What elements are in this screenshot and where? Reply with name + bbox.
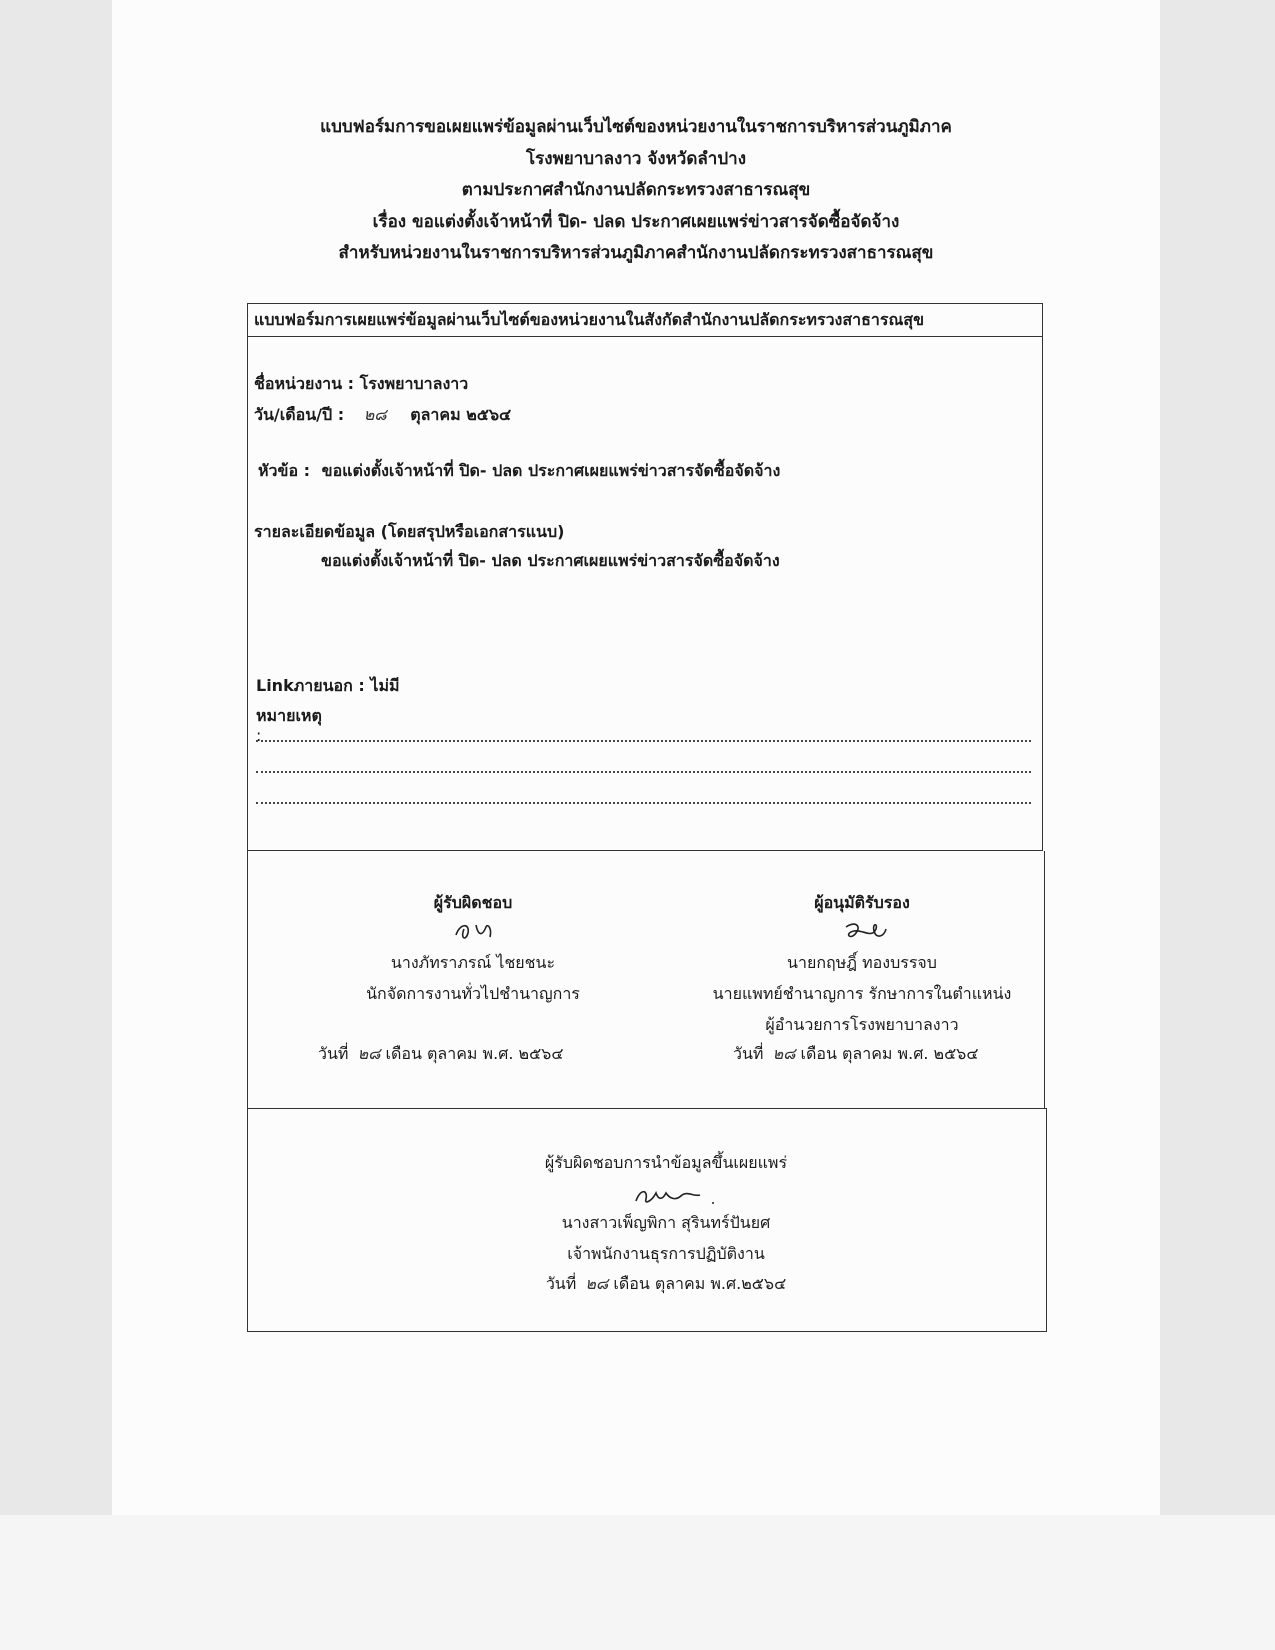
topic-value: ขอแต่งตั้งเจ้าหน้าที่ ปิด- ปลด ประกาศเผยแพร่ข่าวสารจัดซื้อจัดจ้าง <box>321 461 781 480</box>
remark-dotted-line-3 <box>256 800 1031 804</box>
publisher-date: วันที่ ๒๘ เดือน ตุลาคม พ.ศ.๒๕๖๔ <box>545 1274 787 1293</box>
document-page <box>112 0 1160 1515</box>
publisher-heading: ผู้รับผิดชอบการนำข้อมูลขึ้นเผยแพร่ <box>544 1153 788 1172</box>
header-line-4: เรื่อง ขอแต่งตั้งเจ้าหน้าที่ ปิด- ปลด ประกาศเผยแพร่ข่าวสารจัดซื้อจัดจ้าง <box>372 211 900 232</box>
form-info-box <box>247 303 1043 851</box>
header-line-1: แบบฟอร์มการขอเผยแพร่ข้อมูลผ่านเว็บไซต์ของหน่วยงานในราชการบริหารส่วนภูมิภาค <box>320 117 952 137</box>
approver-name: นายกฤษฎิ์ ทองบรรจบ <box>787 953 937 972</box>
topic-label: หัวข้อ : <box>258 461 311 480</box>
signature-box <box>247 851 1045 1109</box>
scan-margin-right <box>1160 0 1275 1515</box>
header-line-2: โรงพยาบาลงาว จังหวัดลำปาง <box>526 148 746 169</box>
header-line-5: สำหรับหน่วยงานในราชการบริหารส่วนภูมิภาคสำนักงานปลัดกระทรวงสาธารณสุข <box>338 243 934 263</box>
remark-dotted-line-2 <box>256 769 1031 773</box>
responsible-heading: ผู้รับผิดชอบ <box>433 893 513 912</box>
approver-position-2: ผู้อำนวยการโรงพยาบาลงาว <box>765 1015 959 1034</box>
form-title: แบบฟอร์มการเผยแพร่ข้อมูลผ่านเว็บไซต์ของหน่วยงานในสังกัดสำนักงานปลัดกระทรวงสาธารณสุข <box>248 304 1042 337</box>
remark-colon: : <box>256 726 262 745</box>
date-month-year: ตุลาคม ๒๕๖๔ <box>410 405 512 424</box>
publisher-box <box>247 1108 1047 1332</box>
publisher-date-day-handwritten: ๒๘ <box>585 1274 609 1293</box>
agency-value: โรงพยาบาลงาว <box>359 374 469 393</box>
details-label: รายละเอียดข้อมูล (โดยสรุปหรือเอกสารแนบ) <box>254 522 565 541</box>
document-header <box>112 112 1160 270</box>
scan-margin-left <box>0 0 112 1515</box>
agency-label: ชื่อหน่วยงาน : <box>254 374 360 393</box>
date-label: วัน/เดือน/ปี : <box>254 405 345 424</box>
approver-date-day-handwritten: ๒๘ <box>772 1044 796 1063</box>
responsible-signature <box>446 917 516 945</box>
header-line-3: ตามประกาศสำนักงานปลัดกระทรวงสาธารณสุข <box>461 180 811 200</box>
date-day-handwritten: ๒๘ <box>363 405 387 424</box>
date-row <box>254 403 511 428</box>
publisher-position: เจ้าพนักงานธุรการปฏิบัติงาน <box>567 1244 765 1263</box>
approver-signature <box>832 917 902 945</box>
responsible-date-day-handwritten: ๒๘ <box>357 1044 381 1063</box>
responsible-name: นางภัทราภรณ์ ไชยชนะ <box>390 953 556 972</box>
publisher-signature <box>630 1181 720 1209</box>
external-link: Linkภายนอก : ไม่มี <box>256 676 400 695</box>
approver-position-1: นายแพทย์ชำนาญการ รักษาการในตำแหน่ง <box>712 984 1012 1003</box>
approver-heading: ผู้อนุมัติรับรอง <box>814 893 910 912</box>
approver-date: วันที่ ๒๘ เดือน ตุลาคม พ.ศ. ๒๕๖๔ <box>733 1044 979 1063</box>
remark-label: หมายเหตุ <box>256 706 322 725</box>
remark-dotted-line-1 <box>256 738 1031 742</box>
responsible-position: นักจัดการงานทั่วไปชำนาญการ <box>366 984 580 1003</box>
publisher-name: นางสาวเพ็ญพิกา สุรินทร์ปันยศ <box>561 1213 771 1232</box>
agency-row <box>254 372 468 397</box>
details-value: ขอแต่งตั้งเจ้าหน้าที่ ปิด- ปลด ประกาศเผยแพร่ข่าวสารจัดซื้อจัดจ้าง <box>321 551 780 570</box>
responsible-date: วันที่ ๒๘ เดือน ตุลาคม พ.ศ. ๒๕๖๔ <box>318 1044 564 1063</box>
topic-row <box>258 459 780 484</box>
